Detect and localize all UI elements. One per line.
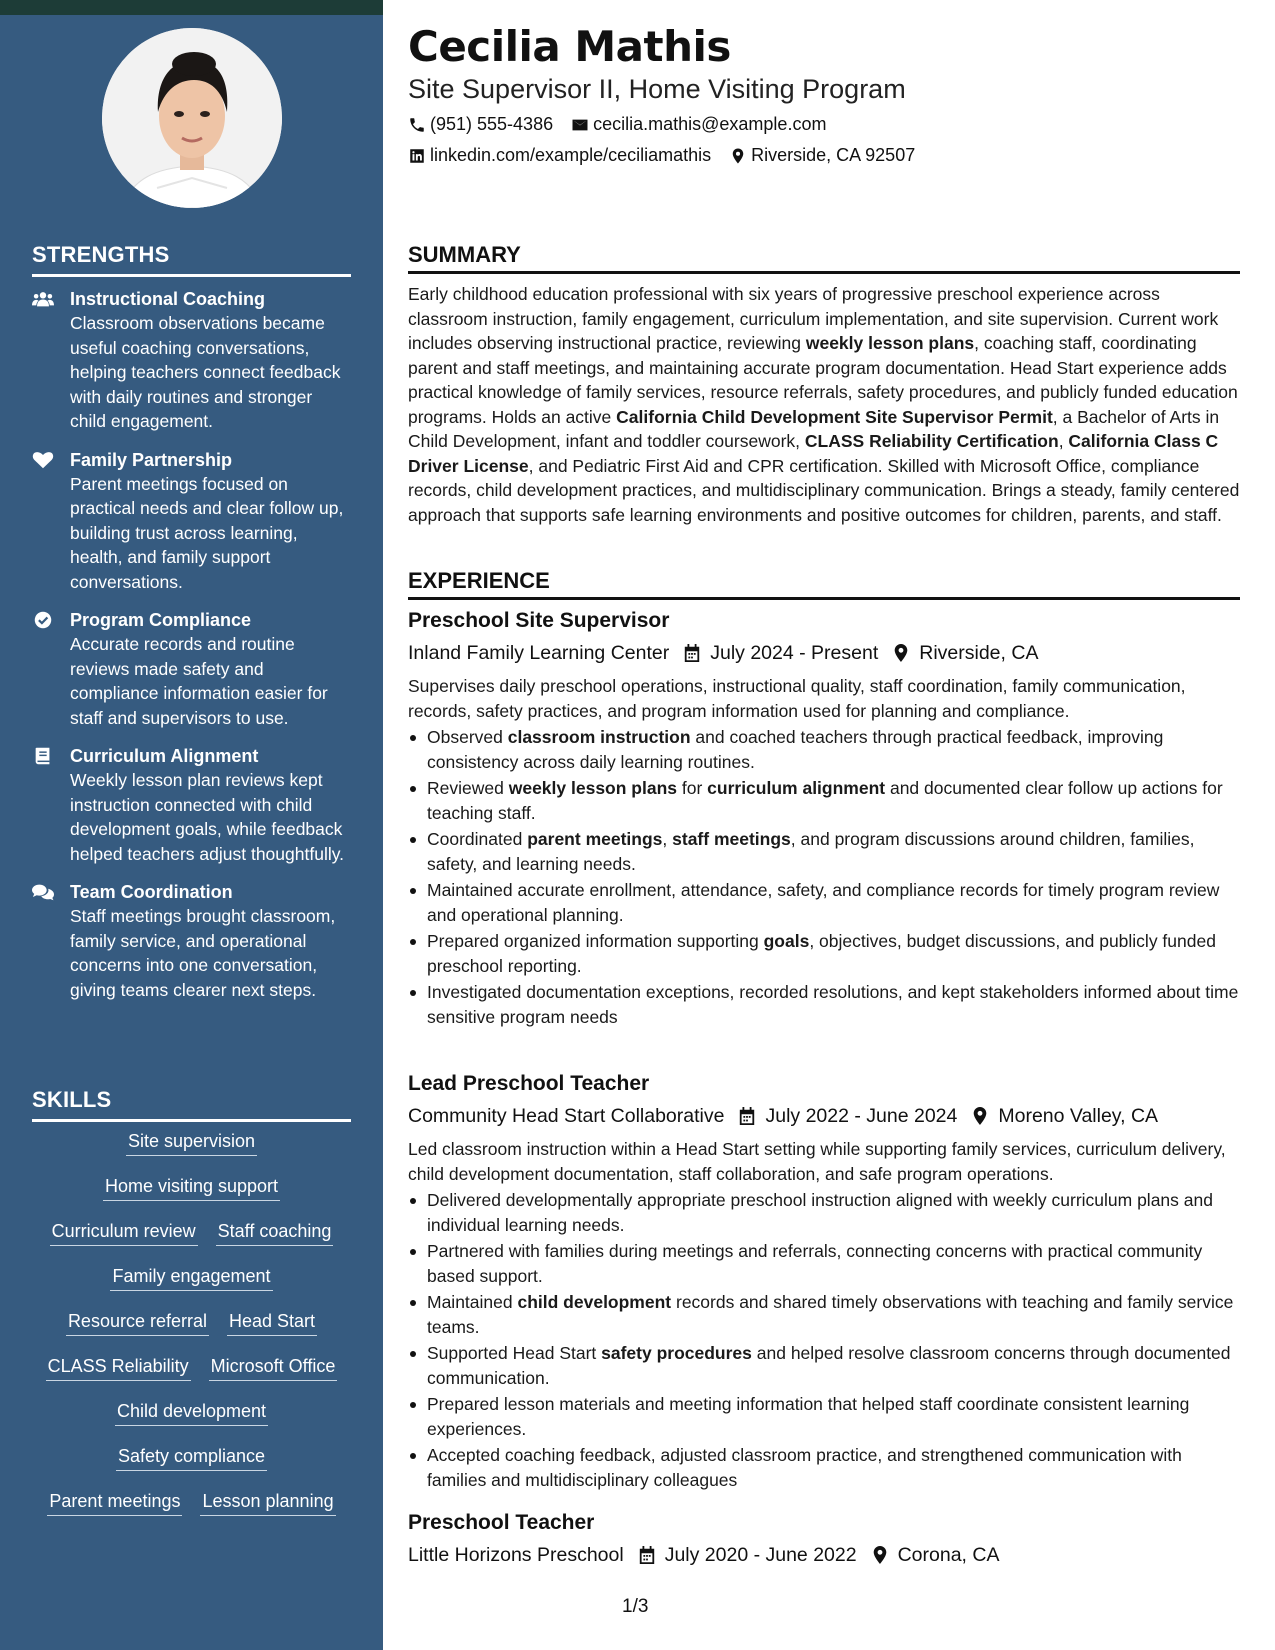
location-pin-icon	[729, 147, 747, 165]
skill-tag: Resource referral	[66, 1310, 209, 1336]
skill-tag: CLASS Reliability	[46, 1355, 191, 1381]
strength-item	[32, 287, 352, 434]
users-icon	[32, 287, 70, 434]
skill-tag: Head Start	[227, 1310, 317, 1336]
experience-heading: EXPERIENCE	[408, 568, 1240, 600]
sidebar	[0, 0, 383, 1650]
job-dates: July 2024 - Present	[710, 642, 879, 664]
strength-title: Instructional Coaching	[70, 289, 266, 309]
skill-tag: Parent meetings	[47, 1490, 182, 1516]
job-meta	[408, 1101, 1240, 1131]
job-description: Led classroom instruction within a Head Start setting while supporting family services, curriculum delivery, child development documentation, staff collaboration, and safe program operations.	[408, 1139, 1226, 1184]
job-bullet: Delivered developmentally appropriate preschool instruction aligned with weekly curriculum plans and individual learning needs.	[408, 1188, 1240, 1237]
summary-text: Early childhood education professional with six years of progressive preschool experience across classroom instruction, family engagement, curriculum implementation, and site supervision. Current work includes observing instructional practice, reviewing weekly lesson plans, coaching staff, coordinating parent and staff meetings, and maintaining accurate program documentation. Head Start experience adds practical knowledge of family services, resource referrals, safety procedures, and publicly funded education programs. Holds an active California Child Development Site Supervisor Permit, a Bachelor of Arts in Child Development, infant and toddler coursework, CLASS Reliability Certification, California Class C Driver License, and Pediatric First Aid and CPR certification. Skilled with Microsoft Office, compliance records, child development practices, and multidisciplinary communication. Brings a steady, family centered approach that supports safe learning environments and positive outcomes for children, parents, and staff.	[408, 284, 1240, 525]
strength-description: Classroom observations became useful coaching conversations, helping teachers connect feedback with daily routines and stronger child engagement.	[70, 313, 341, 431]
job-entry	[408, 1070, 1240, 1494]
job-location: Corona, CA	[897, 1544, 1000, 1566]
skill-tag: Safety compliance	[116, 1445, 267, 1471]
strength-title: Family Partnership	[70, 449, 233, 470]
linkedin-icon	[408, 147, 426, 165]
job-bullets	[408, 725, 1240, 1029]
sidebar-top-bar	[0, 0, 383, 15]
comments-icon	[32, 880, 70, 1002]
email-icon	[571, 116, 589, 134]
book-icon	[32, 744, 70, 866]
profile-photo	[102, 28, 282, 208]
job-bullet: Maintained accurate enrollment, attendance, safety, and compliance records for timely program review and operational planning.	[408, 878, 1240, 927]
job-bullet: Partnered with families during meetings and referrals, connecting concerns with practical community based support.	[408, 1239, 1240, 1288]
heart-icon	[32, 448, 70, 595]
strength-item	[32, 448, 352, 595]
employer: Little Horizons Preschool	[408, 1544, 624, 1566]
job-title: Lead Preschool Teacher	[408, 1072, 650, 1095]
job-location: Moreno Valley, CA	[998, 1105, 1159, 1127]
skill-tag: Home visiting support	[103, 1175, 280, 1201]
contact-line-2	[408, 145, 933, 166]
job-bullet: Prepared lesson materials and meeting information that helped staff coordinate consistent learning experiences.	[408, 1392, 1240, 1441]
strength-item	[32, 608, 352, 730]
job-meta	[408, 638, 1240, 668]
skills-list	[32, 1130, 351, 1535]
strength-description: Accurate records and routine reviews made safety and compliance information easier for staff and supervisors to use.	[70, 634, 328, 728]
location-pin-icon	[871, 1545, 889, 1565]
check-circle-icon	[32, 608, 70, 730]
strength-title: Curriculum Alignment	[70, 746, 259, 766]
strength-title: Team Coordination	[70, 882, 233, 902]
location-pin-icon	[971, 1106, 989, 1126]
skill-tag: Lesson planning	[200, 1490, 335, 1516]
summary-heading: SUMMARY	[408, 242, 1240, 274]
job-entry	[408, 1509, 1240, 1570]
skill-tag: Family engagement	[110, 1265, 272, 1291]
strength-title: Program Compliance	[70, 610, 252, 630]
calendar-icon	[638, 1545, 656, 1565]
candidate-title: Site Supervisor II, Home Visiting Program	[408, 74, 906, 104]
skills-heading: SKILLS	[32, 1087, 351, 1122]
job-bullet: Accepted coaching feedback, adjusted classroom practice, and strengthened communication with families and multidisciplinary colleagues	[408, 1443, 1240, 1492]
linkedin-url[interactable]: linkedin.com/example/ceciliamathis	[430, 145, 712, 165]
job-entry	[408, 607, 1240, 1031]
job-bullet: Investigated documentation exceptions, recorded resolutions, and kept stakeholders informed about time sensitive program needs	[408, 980, 1240, 1029]
skill-tag: Curriculum review	[50, 1220, 198, 1246]
job-bullet: Coordinated parent meetings, staff meetings, and program discussions around children, families, safety, and learning needs.	[408, 827, 1240, 876]
job-bullet: Maintained child development records and shared timely observations with teaching and family service teams.	[408, 1290, 1240, 1339]
job-meta	[408, 1540, 1240, 1570]
contact-line-1	[408, 114, 844, 135]
job-dates: July 2020 - June 2022	[664, 1544, 857, 1566]
job-bullets	[408, 1188, 1240, 1492]
job-bullet: Supported Head Start safety procedures and helped resolve classroom concerns through documented communication.	[408, 1341, 1240, 1390]
strengths-heading: STRENGTHS	[32, 242, 351, 277]
calendar-icon	[683, 643, 701, 663]
email-address[interactable]: cecilia.mathis@example.com	[593, 114, 827, 134]
employer: Inland Family Learning Center	[408, 642, 670, 664]
job-bullet: Observed classroom instruction and coached teachers through practical feedback, improving consistency across daily learning routines.	[408, 725, 1240, 774]
location: Riverside, CA 92507	[751, 145, 916, 165]
phone-number[interactable]: (951) 555-4386	[430, 114, 554, 134]
job-bullet: Prepared organized information supporting goals, objectives, budget discussions, and publicly funded preschool reporting.	[408, 929, 1240, 978]
strength-description: Staff meetings brought classroom, family service, and operational concerns into one conversation, giving teams clearer next steps.	[70, 906, 336, 1000]
skill-tag: Child development	[115, 1400, 268, 1426]
skill-tag: Microsoft Office	[209, 1355, 338, 1381]
job-dates: July 2022 - June 2024	[765, 1105, 958, 1127]
strength-description: Parent meetings focused on practical needs and clear follow up, building trust across learning, health, and family support conversations.	[70, 473, 344, 592]
location-pin-icon	[892, 643, 910, 663]
job-location: Riverside, CA	[919, 642, 1039, 664]
calendar-icon	[738, 1106, 756, 1126]
strength-item	[32, 880, 352, 1002]
strengths-list	[32, 287, 352, 1016]
job-title: Preschool Site Supervisor	[408, 609, 670, 632]
job-bullet: Reviewed weekly lesson plans for curriculum alignment and documented clear follow up actions for teaching staff.	[408, 776, 1240, 825]
job-description: Supervises daily preschool operations, instructional quality, staff coordination, family communication, records, safety practices, and program information used for planning and compliance.	[408, 676, 1186, 721]
strength-description: Weekly lesson plan reviews kept instruction connected with child development goals, while feedback helped teachers adjust thoughtfully.	[70, 770, 345, 864]
page-number: 1/3	[622, 1596, 649, 1617]
strength-item	[32, 744, 352, 866]
job-title: Preschool Teacher	[408, 1511, 595, 1534]
skill-tag: Staff coaching	[216, 1220, 334, 1246]
phone-icon	[408, 116, 426, 134]
skill-tag: Site supervision	[126, 1130, 257, 1156]
candidate-name: Cecilia Mathis	[408, 22, 731, 71]
employer: Community Head Start Collaborative	[408, 1105, 725, 1127]
